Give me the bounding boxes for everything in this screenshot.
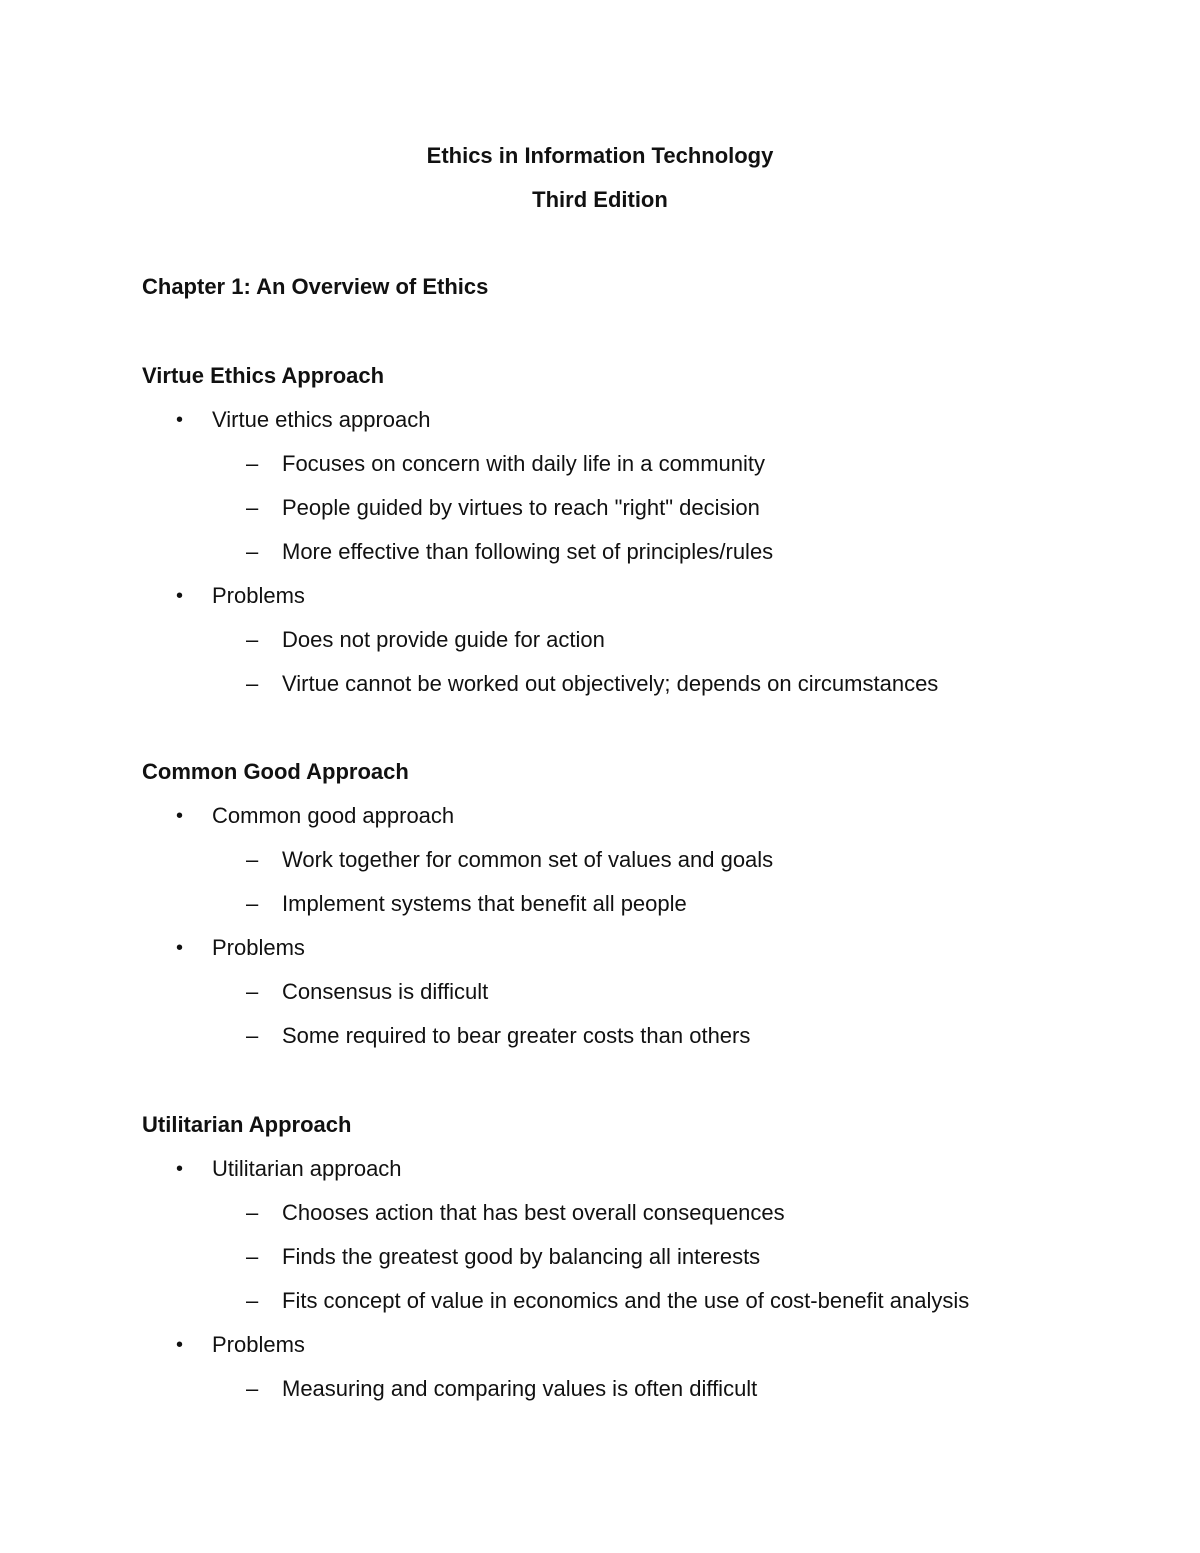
sub-list-item xyxy=(142,847,1142,891)
sub-list-item-text: More effective than following set of principles/rules xyxy=(282,539,774,564)
list-item-label: Utilitarian approach xyxy=(212,1156,402,1181)
bullet-marker: • xyxy=(176,585,184,607)
list-item-label: Problems xyxy=(212,935,305,960)
sub-list-item xyxy=(142,1288,1142,1332)
dash-marker: – xyxy=(246,1200,259,1225)
bullet-marker: • xyxy=(176,1158,184,1180)
sub-list-item xyxy=(142,979,1142,1023)
sub-list-item-text: Work together for common set of values and goals xyxy=(282,847,774,872)
list-item xyxy=(142,1156,1142,1200)
sub-list-item xyxy=(142,451,1142,495)
dash-marker: – xyxy=(246,891,259,916)
sub-list-item-text: Some required to bear greater costs than others xyxy=(282,1023,751,1048)
sub-list-item-text: Chooses action that has best overall consequences xyxy=(282,1200,785,1225)
dash-marker: – xyxy=(246,495,259,520)
list-item-label: Problems xyxy=(212,1332,305,1357)
list-item xyxy=(142,583,1142,627)
sub-list-item-text: Implement systems that benefit all people xyxy=(282,891,687,916)
sub-list-item xyxy=(142,539,1142,583)
sub-list-item xyxy=(142,1376,1142,1420)
section-heading: Utilitarian Approach xyxy=(142,1112,352,1137)
dash-marker: – xyxy=(246,1244,259,1269)
section-utilitarian xyxy=(142,1112,1142,1420)
dash-marker: – xyxy=(246,1376,259,1401)
sub-list-item-text: Measuring and comparing values is often difficult xyxy=(282,1376,758,1401)
sub-list-item-text: Virtue cannot be worked out objectively; depends on circumstances xyxy=(282,671,939,696)
sub-list-item xyxy=(142,627,1142,671)
sub-list-item-text: Fits concept of value in economics and the use of cost-benefit analysis xyxy=(282,1288,970,1313)
section-virtue-ethics xyxy=(142,363,1142,715)
list-item-label: Common good approach xyxy=(212,803,455,828)
dash-marker: – xyxy=(246,979,259,1004)
sub-list-item xyxy=(142,891,1142,935)
dash-marker: – xyxy=(246,847,259,872)
sub-list-item-text: Finds the greatest good by balancing all interests xyxy=(282,1244,761,1269)
list-item xyxy=(142,803,1142,847)
dash-marker: – xyxy=(246,671,259,696)
dash-marker: – xyxy=(246,1288,259,1313)
list-item xyxy=(142,935,1142,979)
dash-marker: – xyxy=(246,627,259,652)
sub-list-item-text: People guided by virtues to reach "right" decision xyxy=(282,495,760,520)
dash-marker: – xyxy=(246,1023,259,1048)
sub-list-item xyxy=(142,1200,1142,1244)
sub-list-item-text: Focuses on concern with daily life in a community xyxy=(282,451,765,476)
section-heading: Common Good Approach xyxy=(142,759,409,784)
sub-list-item xyxy=(142,1244,1142,1288)
list-item-label: Virtue ethics approach xyxy=(212,407,431,432)
list-item xyxy=(142,1332,1142,1376)
section-heading: Virtue Ethics Approach xyxy=(142,363,385,388)
sub-list-item xyxy=(142,671,1142,715)
sub-list-item-text: Does not provide guide for action xyxy=(282,627,605,652)
sub-list-item-text: Consensus is difficult xyxy=(282,979,489,1004)
document-title: Ethics in Information Technology xyxy=(426,143,774,168)
chapter-heading: Chapter 1: An Overview of Ethics xyxy=(142,274,489,299)
bullet-marker: • xyxy=(176,409,184,431)
document-edition: Third Edition xyxy=(532,187,668,212)
bullet-marker: • xyxy=(176,805,184,827)
sub-list-item xyxy=(142,1023,1142,1067)
list-item-label: Problems xyxy=(212,583,305,608)
bullet-marker: • xyxy=(176,937,184,959)
list-item xyxy=(142,407,1142,451)
dash-marker: – xyxy=(246,451,259,476)
dash-marker: – xyxy=(246,539,259,564)
sub-list-item xyxy=(142,495,1142,539)
bullet-marker: • xyxy=(176,1334,184,1356)
section-common-good xyxy=(142,759,1142,1067)
